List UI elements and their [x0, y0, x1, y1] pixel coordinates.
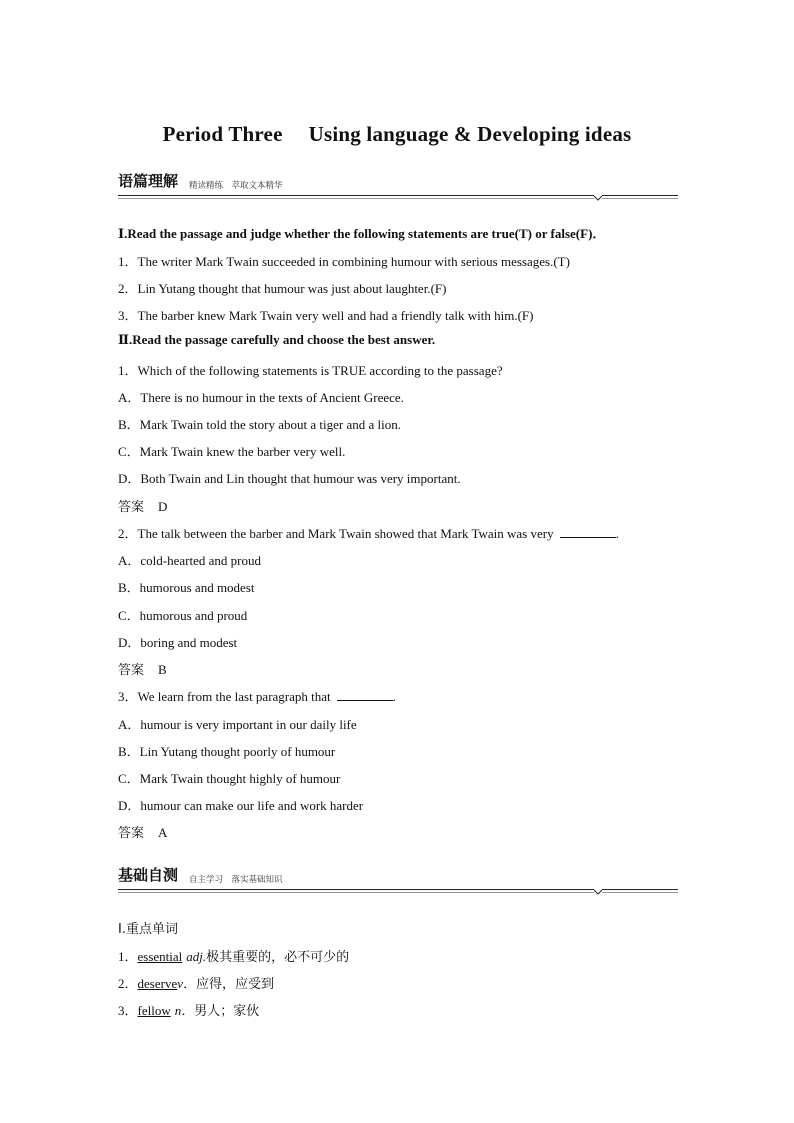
vocab-word: deserve [137, 976, 178, 991]
answer-label: 答案 [118, 500, 145, 515]
vocab-item-1: 1．essential adj.极其重要的，必不可少的 [118, 949, 350, 965]
title-topic: Using language & Developing ideas [308, 122, 632, 146]
vocab-word: essential [137, 949, 183, 964]
title-period: Period Three [162, 122, 283, 146]
q2-option-d: D．boring and modest [118, 635, 238, 650]
statement-3: 3．The barber knew Mark Twain very well and had a friendly talk with him.(F) [118, 308, 534, 323]
q3-option-c: C．Mark Twain thought highly of humour [118, 771, 341, 786]
q3-option-d: D．humour can make our life and work harder [118, 798, 364, 813]
vocab-pos: adj. [186, 949, 207, 964]
section-subheading: 自主学习 落实基础知识 [189, 875, 283, 885]
answer-value: D [158, 499, 168, 514]
part1-heading: Ⅰ.Read the passage and judge whether the following statements are true(T) or false(F)． [118, 226, 606, 241]
q1-answer [118, 496, 167, 515]
q2-answer [118, 659, 167, 678]
q2-option-c: C．humorous and proud [118, 608, 248, 623]
section-subheading: 精读精练 萃取文本精华 [189, 181, 283, 191]
vocab-item-2: 2．deservev．应得，应受到 [118, 976, 275, 992]
q3-answer [118, 822, 167, 841]
section-header-basics [118, 866, 678, 890]
q1-option-a: A．There is no humour in the texts of Ancient Greece. [118, 390, 404, 405]
q2-option-a: A．cold-hearted and proud [118, 553, 261, 568]
answer-blank [560, 527, 616, 538]
q3-option-a: A．humour is very important in our daily life [118, 717, 357, 732]
answer-blank [337, 690, 393, 701]
rule-notch-icon [594, 887, 602, 895]
vocab-word: fellow [137, 1003, 171, 1018]
question-2-stem: 2．The talk between the barber and Mark Twain showed that Mark Twain was very . [118, 526, 619, 541]
answer-label: 答案 [118, 826, 145, 841]
q2-option-b: B．humorous and modest [118, 580, 255, 595]
answer-label: 答案 [118, 663, 145, 678]
vocab-meaning: 男人；家伙 [194, 1004, 260, 1019]
part2-heading: Ⅱ.Read the passage carefully and choose the best answer. [118, 332, 436, 347]
vocab-meaning: 应得，应受到 [196, 977, 275, 992]
vocab-meaning: 极其重要的，必不可少的 [206, 950, 350, 965]
section-header-reading [118, 172, 678, 196]
rule-notch-icon [594, 193, 602, 201]
section-heading: 基础自测 [118, 866, 179, 884]
vocab-item-3: 3．fellow n．男人；家伙 [118, 1003, 260, 1019]
q1-option-d: D．Both Twain and Lin thought that humour was very important. [118, 471, 461, 486]
vocab-heading: Ⅰ.重点单词 [118, 922, 178, 937]
q3-option-b: B．Lin Yutang thought poorly of humour [118, 744, 336, 759]
page-title [0, 122, 794, 147]
q1-option-b: B．Mark Twain told the story about a tiger and a lion. [118, 417, 401, 432]
vocab-pos: v． [177, 976, 196, 991]
q1-option-c: C．Mark Twain knew the barber very well. [118, 444, 346, 459]
answer-value: A [158, 825, 168, 840]
statement-1: 1．The writer Mark Twain succeeded in combining humour with serious messages.(T) [118, 254, 570, 269]
section-heading: 语篇理解 [118, 172, 179, 190]
question-3-stem: 3．We learn from the last paragraph that . [118, 689, 396, 704]
answer-value: B [158, 662, 167, 677]
statement-2: 2．Lin Yutang thought that humour was just about laughter.(F) [118, 281, 447, 296]
vocab-pos: n． [174, 1003, 195, 1018]
question-1-stem: 1．Which of the following statements is TRUE according to the passage? [118, 363, 503, 378]
